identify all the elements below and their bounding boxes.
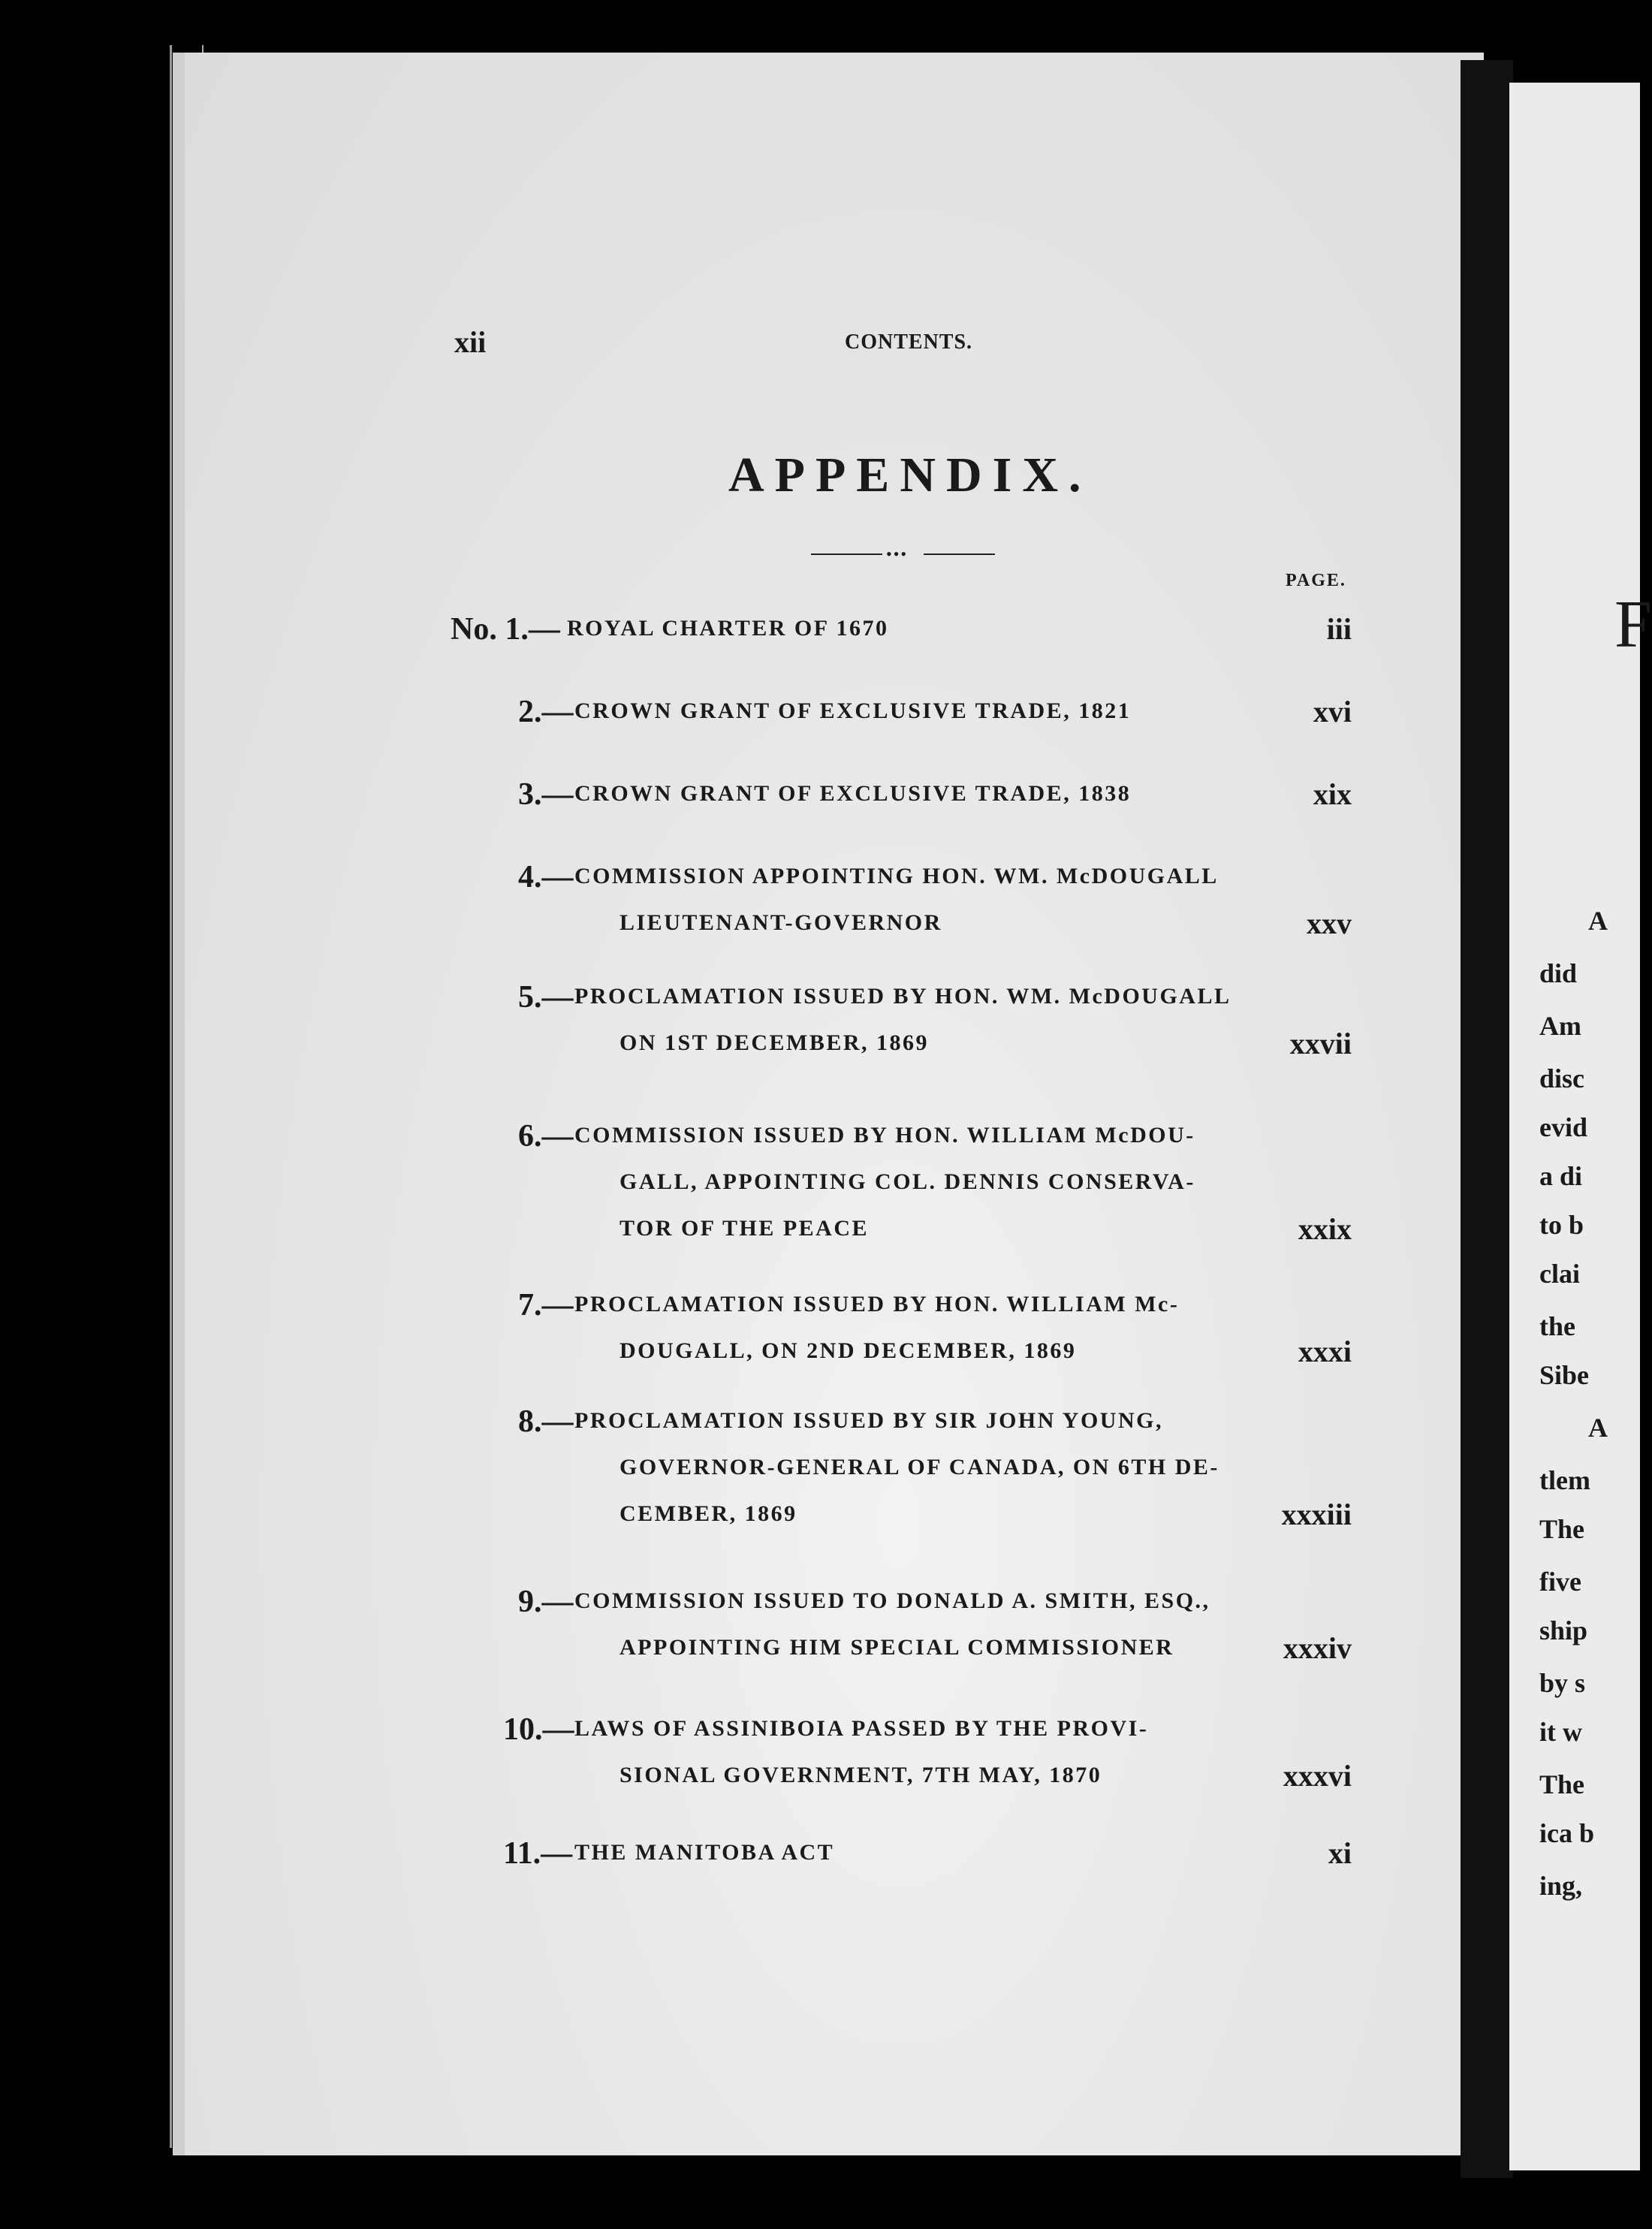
right-page-line: A (1588, 1413, 1608, 1443)
page-column-label: PAGE. (1286, 571, 1346, 590)
entry-text-line: COMMISSION ISSUED BY HON. WILLIAM McDOU- (574, 1123, 1195, 1148)
right-page-line: tlem (1539, 1465, 1590, 1495)
entry-page-number: xxxiii (1281, 1498, 1352, 1531)
entry-text-line: CEMBER, 1869 (620, 1501, 797, 1526)
entry-page-number: xxv (1307, 906, 1352, 940)
right-page-line: five (1539, 1567, 1581, 1597)
entry-number: 2.— (518, 695, 574, 729)
ornament-rule: ••• (811, 552, 995, 556)
right-page-line: The (1539, 1769, 1585, 1799)
entry-text-line: THE MANITOBA ACT (574, 1840, 835, 1865)
right-page-line: it w (1539, 1717, 1582, 1747)
right-page-line: ica b (1539, 1818, 1595, 1848)
entry-page-number: xxxiv (1283, 1631, 1352, 1665)
entry-text-line: TOR OF THE PEACE (620, 1216, 870, 1241)
entry-text-line: APPOINTING HIM SPECIAL COMMISSIONER (620, 1635, 1174, 1660)
entry-text-line: ON 1ST DECEMBER, 1869 (620, 1030, 930, 1055)
entry-page-number: xxix (1298, 1212, 1352, 1246)
entry-number: 7.— (518, 1288, 574, 1323)
entry-text-line: LIEUTENANT-GOVERNOR (620, 910, 942, 935)
right-page-line: ing, (1539, 1871, 1583, 1901)
right-page-line: disc (1539, 1063, 1585, 1093)
entry-text-line: LAWS OF ASSINIBOIA PASSED BY THE PROVI- (574, 1716, 1149, 1741)
entry-text-line: PROCLAMATION ISSUED BY SIR JOHN YOUNG, (574, 1408, 1163, 1433)
page-title: APPENDIX. (728, 448, 1092, 502)
book-gutter (1461, 60, 1513, 2178)
entry-page-number: xxxvi (1283, 1759, 1352, 1793)
entry-number: 5.— (518, 980, 574, 1015)
right-page-line: evid (1539, 1112, 1588, 1142)
right-page-initial: F (1614, 587, 1652, 662)
right-page-line: A (1588, 906, 1608, 936)
entry-page-number: xi (1328, 1836, 1352, 1870)
entry-number: 8.— (518, 1404, 574, 1439)
entry-text-line: PROCLAMATION ISSUED BY HON. WM. McDOUGALL (574, 984, 1231, 1009)
entry-number: 9.— (518, 1585, 574, 1619)
entry-page-number: xxxi (1298, 1335, 1352, 1368)
entry-number: 11.— (503, 1836, 573, 1871)
entry-text-line: DOUGALL, ON 2ND DECEMBER, 1869 (620, 1338, 1077, 1363)
entry-text-line: GOVERNOR-GENERAL OF CANADA, ON 6TH DE- (620, 1455, 1219, 1479)
running-title: CONTENTS. (845, 330, 973, 354)
running-head (454, 324, 1640, 362)
entry-page-number: xxvii (1289, 1027, 1352, 1060)
entry-text-line: CROWN GRANT OF EXCLUSIVE TRADE, 1838 (574, 781, 1132, 806)
entry-number: 4.— (518, 860, 574, 894)
entry-text-line: COMMISSION APPOINTING HON. WM. McDOUGALL (574, 864, 1219, 888)
right-page-line: a di (1539, 1161, 1583, 1191)
right-page-line: the (1539, 1311, 1575, 1341)
entry-text-line: PROCLAMATION ISSUED BY HON. WILLIAM Mc- (574, 1292, 1180, 1317)
right-page-line: did (1539, 958, 1578, 988)
right-page-line: by s (1539, 1668, 1586, 1698)
entry-page-number: iii (1326, 612, 1352, 646)
right-page-line: Sibe (1539, 1360, 1590, 1390)
right-page-line: clai (1539, 1259, 1580, 1289)
right-page-line: ship (1539, 1615, 1588, 1645)
page-number: xii (454, 325, 487, 359)
right-page-line: The (1539, 1514, 1585, 1544)
entry-page-number: xix (1313, 777, 1352, 811)
entry-text-line: SIONAL GOVERNMENT, 7TH MAY, 1870 (620, 1763, 1102, 1787)
entry-text-line: CROWN GRANT OF EXCLUSIVE TRADE, 1821 (574, 698, 1132, 723)
entry-number: 3.— (518, 777, 574, 812)
right-page-line: Am (1539, 1011, 1581, 1041)
entry-number: 6.— (518, 1119, 574, 1154)
entry-number: 10.— (503, 1712, 574, 1747)
entry-text-line: GALL, APPOINTING COL. DENNIS CONSERVA- (620, 1169, 1195, 1194)
entry-text-line: COMMISSION ISSUED TO DONALD A. SMITH, ESQ., (574, 1588, 1210, 1613)
entry-text-line: ROYAL CHARTER OF 1670 (567, 616, 889, 641)
entry-page-number: xvi (1313, 695, 1352, 728)
entry-number: No. 1.— (451, 612, 560, 647)
right-page-line: to b (1539, 1210, 1584, 1240)
